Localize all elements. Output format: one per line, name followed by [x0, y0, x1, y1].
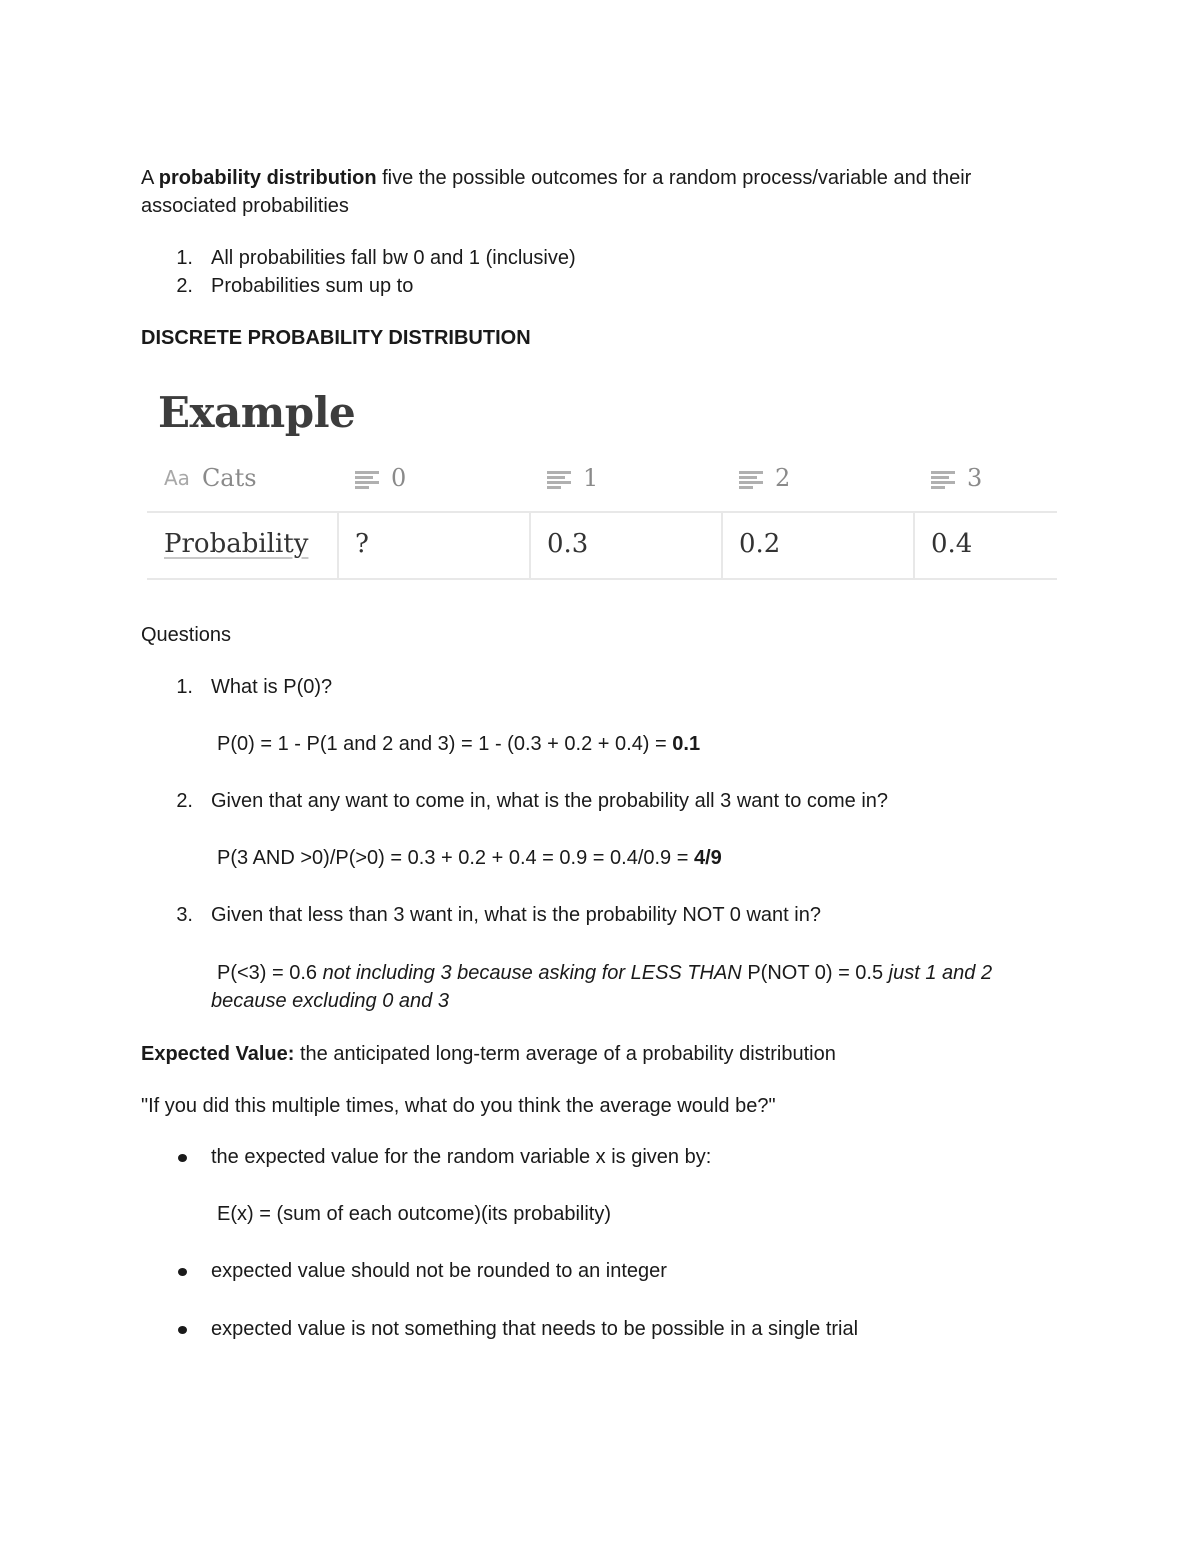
expected-value-quote: "If you did this multiple times, what do you think the average would be?" — [141, 1095, 776, 1117]
bullet-icon — [178, 1268, 187, 1276]
question-answer — [217, 844, 722, 872]
list-number: 2. — [176, 790, 193, 812]
answer-text: P(0) = 1 - P(1 and 2 and 3) = 1 - (0.3 + 0.2 + 0.4) = — [217, 733, 673, 755]
answer-note: not including 3 because asking for LESS THAN — [322, 962, 748, 984]
expected-value-text: the anticipated long-term average of a probability distribution — [294, 1043, 836, 1065]
intro-line1-rest: five the possible outcomes for a random process/variable and their — [376, 167, 972, 189]
list-number: 1. — [176, 247, 193, 269]
bullet-text: expected value is not something that needs to be possible in a single trial — [211, 1318, 859, 1340]
question-text: Given that any want to come in, what is the probability all 3 want to come in? — [211, 790, 889, 812]
bullet-icon — [178, 1154, 187, 1162]
list-number: 2. — [176, 275, 193, 297]
question-text: Given that less than 3 want in, what is the probability NOT 0 want in? — [211, 904, 821, 926]
question-answer — [217, 730, 700, 758]
expected-value-term: Expected Value: — [141, 1043, 295, 1065]
bullet-text: the expected value for the random variable x is given by: — [211, 1146, 712, 1168]
list-item-text: All probabilities fall bw 0 and 1 (inclusive) — [211, 247, 576, 269]
table-cell: 0.2 — [739, 529, 781, 559]
text-lines-icon — [547, 471, 571, 489]
column-divider — [913, 513, 915, 578]
table-cell: 0.4 — [931, 529, 973, 559]
intro-prefix: A — [141, 167, 159, 189]
row-label: Probability — [164, 529, 309, 559]
questions-heading: Questions — [141, 624, 232, 646]
answer-text: P(3 AND >0)/P(>0) = 0.3 + 0.2 + 0.4 = 0.9 = 0.4/0.9 = — [217, 847, 694, 869]
answer-text: P(NOT 0) = 0.5 — [747, 962, 889, 984]
answer-result: 0.1 — [672, 733, 701, 755]
expected-value-formula: E(x) = (sum of each outcome)(its probability) — [217, 1203, 612, 1225]
table-header-cell — [547, 464, 598, 494]
section-heading: DISCRETE PROBABILITY DISTRIBUTION — [141, 327, 531, 349]
text-lines-icon — [739, 471, 763, 489]
table-header-cell — [931, 464, 982, 494]
example-table-image — [147, 380, 1057, 580]
table-header-cell — [355, 464, 406, 494]
column-label: 0 — [391, 464, 407, 492]
intro-paragraph — [141, 164, 971, 192]
list-number: 3. — [176, 904, 193, 926]
answer-note: because excluding 0 and 3 — [211, 990, 449, 1012]
list-item-text: Probabilities sum up to — [211, 275, 414, 297]
bullet-text: expected value should not be rounded to an integer — [211, 1260, 667, 1282]
table-row — [147, 511, 1057, 580]
answer-result: 4/9 — [693, 847, 722, 869]
header-label: Cats — [201, 464, 257, 492]
intro-term: probability distribution — [158, 167, 377, 189]
column-divider — [529, 513, 531, 578]
intro-line2: associated probabilities — [141, 195, 349, 217]
question-answer — [217, 959, 992, 987]
column-label: 1 — [583, 464, 599, 492]
bullet-icon — [178, 1326, 187, 1334]
table-header-cell — [164, 464, 257, 494]
text-property-icon: Aa — [164, 465, 190, 490]
answer-note: just 1 and 2 — [888, 962, 993, 984]
column-divider — [337, 513, 339, 578]
table-cell: 0.3 — [547, 529, 589, 559]
question-text: What is P(0)? — [211, 676, 333, 698]
text-lines-icon — [931, 471, 955, 489]
answer-text: P(<3) = 0.6 — [217, 962, 323, 984]
column-label: 3 — [967, 464, 983, 492]
column-divider — [721, 513, 723, 578]
table-cell: ? — [355, 529, 369, 559]
column-label: 2 — [775, 464, 791, 492]
list-number: 1. — [176, 676, 193, 698]
example-title: Example — [158, 388, 356, 437]
text-lines-icon — [355, 471, 379, 489]
expected-value-definition — [141, 1040, 836, 1068]
table-header-cell — [739, 464, 790, 494]
